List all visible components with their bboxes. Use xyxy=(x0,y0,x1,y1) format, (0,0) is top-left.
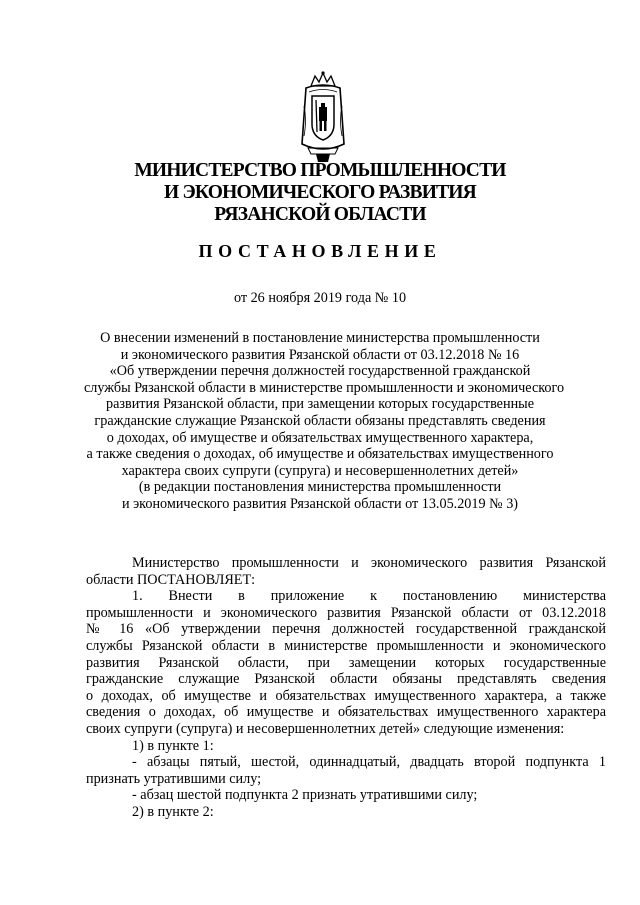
item-1-line: гражданские служащие Рязанской области обязаны представлять сведения xyxy=(86,671,606,688)
ministry-name-line-2: И ЭКОНОМИЧЕСКОГО РАЗВИТИЯ xyxy=(164,182,476,203)
preamble-line: области ПОСТАНОВЛЯЕТ: xyxy=(86,571,256,588)
subitem-1-text: признать утратившими силу; xyxy=(86,770,262,787)
subitem-2-heading: 2) в пункте 2: xyxy=(132,803,214,820)
item-1-line: 1. Внести в приложение к постановлению министерства xyxy=(132,588,606,605)
subitem-1-text: - абзацы пятый, шестой, одиннадцатый, двадцать второй подпункта 1 xyxy=(132,754,606,771)
subject-line: «Об утверждении перечня должностей государственной гражданской xyxy=(109,363,531,380)
item-1-line: сведения о доходах, об имуществе и обязательствах имущественного характера xyxy=(86,704,606,721)
subject-line: гражданские служащие Рязанской области обязаны представлять сведения xyxy=(94,412,546,429)
item-1-line: службы Рязанской области в министерстве промышленности и экономического xyxy=(86,637,606,654)
item-1-line: № 16 «Об утверждении перечня должностей государственной гражданской xyxy=(86,621,606,638)
subject-line: О внесении изменений в постановление министерства промышленности xyxy=(100,330,540,346)
subitem-1-heading: 1) в пункте 1: xyxy=(132,737,214,754)
document-body xyxy=(86,555,606,821)
subject-line: а также сведения о доходах, об имуществе и обязательствах имущественного xyxy=(86,446,554,463)
ministry-name xyxy=(0,160,640,226)
subitem-1-text-2: - абзац шестой подпункта 2 признать утратившими силу; xyxy=(132,787,478,804)
subject-line: о доходах, об имуществе и обязательствах имущественного характера, xyxy=(106,429,534,446)
ministry-name-line-1: МИНИСТЕРСТВО ПРОМЫШЛЕННОСТИ xyxy=(134,160,506,181)
subject-line: развития Рязанской области, при замещении которых государственные xyxy=(106,396,534,413)
subject-line: и экономического развития Рязанской области от 13.05.2019 № 3) xyxy=(121,495,519,512)
item-1-line: развития Рязанской области, при замещении которых государственные xyxy=(86,654,606,671)
subject-line: и экономического развития Рязанской области от 03.12.2018 № 16 xyxy=(120,346,520,363)
document-date-number: от 26 ноября 2019 года № 10 xyxy=(233,290,407,306)
subject-line: характера своих супруги (супруга) и несовершеннолетних детей» xyxy=(121,462,519,479)
coat-of-arms-emblem xyxy=(298,70,348,164)
item-1-line: промышленности и экономического развития Рязанской области от 03.12.2018 xyxy=(86,604,606,621)
item-1-line: о доходах, об имуществе и обязательствах имущественного характера, а также xyxy=(86,687,606,704)
document-subject xyxy=(84,330,565,513)
subject-line: (в редакции постановления министерства промышленности xyxy=(138,479,502,496)
ministry-name-line-3: РЯЗАНСКОЙ ОБЛАСТИ xyxy=(214,204,426,225)
preamble-line: Министерство промышленности и экономического развития Рязанской xyxy=(132,555,606,571)
item-1-line: своих супруги (супруга) и несовершеннолетних детей» следующие изменения: xyxy=(86,720,565,737)
subject-line: службы Рязанской области в министерстве промышленности и экономического xyxy=(84,379,565,396)
document-type-title: ПОСТАНОВЛЕНИЕ xyxy=(198,241,442,261)
